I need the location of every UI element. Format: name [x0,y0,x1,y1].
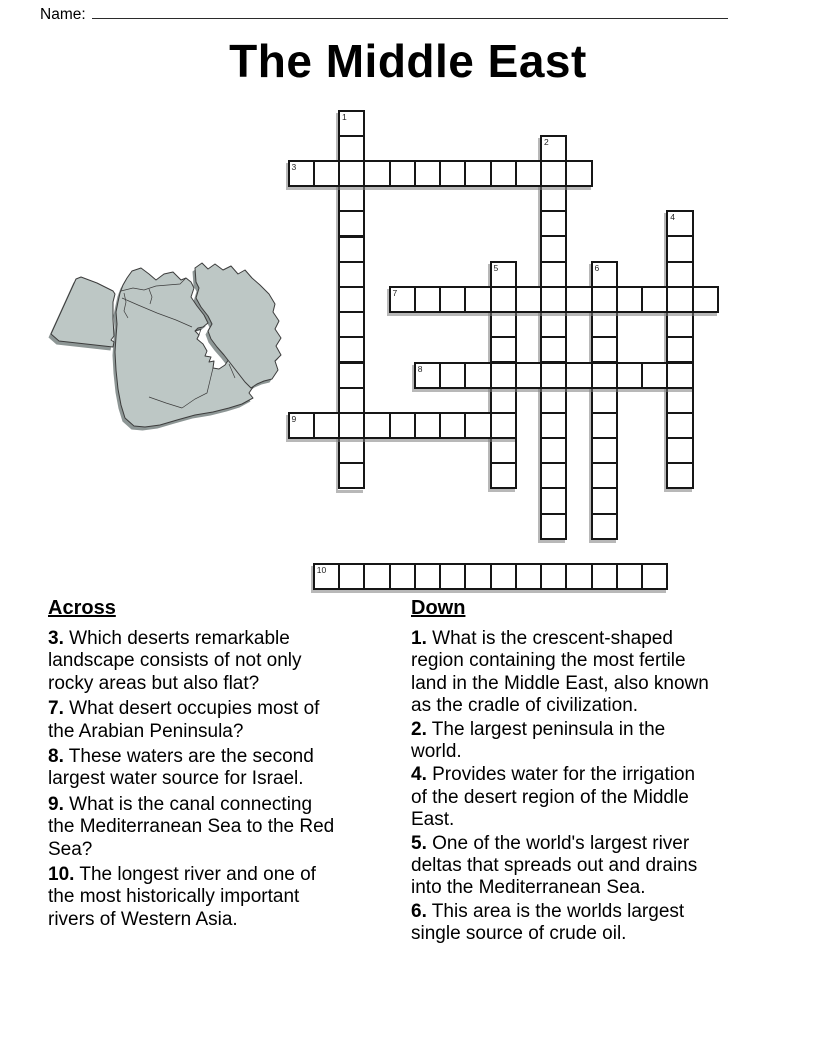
grid-cell[interactable] [338,210,365,237]
grid-cell[interactable] [616,286,643,313]
grid-clue-number: 3 [291,161,297,172]
grid-clue-number: 5 [493,262,499,273]
grid-cell[interactable] [540,387,567,414]
grid-cell[interactable] [540,336,567,363]
grid-cell[interactable] [540,185,567,212]
grid-cell[interactable] [666,311,693,338]
grid-cell[interactable] [616,563,643,590]
down-heading: Down [411,597,466,619]
clue-across-9: 9. What is the canal connecting the Mediterranean Sea to the Red Sea? [48,793,335,860]
grid-cell[interactable] [591,261,618,288]
grid-cell[interactable] [490,160,517,187]
grid-cell[interactable] [338,236,365,263]
grid-cell[interactable] [515,362,542,389]
grid-cell[interactable] [363,412,390,439]
word-2-down [540,135,567,540]
grid-cell[interactable] [439,412,466,439]
clue-down-2: 2. The largest peninsula in the world. [411,718,666,763]
clue-down-1: 1. What is the crescent-shaped region containing the most fertile land in the Middle East, also known as the cradle of civilization. [411,628,709,717]
grid-cell[interactable] [490,387,517,414]
grid-cell[interactable] [641,362,668,389]
grid-cell[interactable] [591,387,618,414]
clue-down-5: 5. One of the world's largest river deltas that spreads out and drains into the Mediterranean Sea. [411,832,698,899]
grid-cell[interactable] [490,462,517,489]
across-clue-list [48,628,340,931]
grid-clue-number: 7 [392,287,398,298]
clue-number: 10. [48,864,75,886]
clue-down-4: 4. Provides water for the irrigation of the desert region of the Middle East. [411,764,696,831]
clue-number: 1. [411,628,427,649]
grid-cell[interactable] [389,412,416,439]
grid-cell[interactable] [540,437,567,464]
grid-cell[interactable] [338,563,365,590]
grid-cell[interactable] [591,487,618,514]
clue-number: 4. [411,764,427,786]
grid-cell[interactable] [515,563,542,590]
grid-cell[interactable] [666,362,693,389]
word-10-across [313,563,669,590]
grid-cell[interactable] [338,286,365,313]
grid-cell[interactable] [464,563,491,590]
name-label: Name: [40,6,86,23]
grid-cell[interactable] [389,563,416,590]
grid-cell[interactable] [641,563,668,590]
clue-across-8: 8. These waters are the second largest water source for Israel. [48,746,314,790]
grid-clue-number: 2 [544,136,549,147]
grid-cell[interactable] [591,462,618,489]
clue-number: 3. [48,628,64,649]
page-title: The Middle East [229,35,587,87]
grid-cell[interactable] [338,135,365,162]
clue-number: 8. [48,746,64,768]
grid-cell[interactable] [414,412,441,439]
middle-east-map [45,257,295,442]
grid-cell[interactable] [565,286,592,313]
grid-cell[interactable] [490,412,517,439]
grid-cell[interactable] [288,160,315,187]
grid-cell[interactable] [338,462,365,489]
grid-cell[interactable] [338,261,365,288]
grid-cell[interactable] [591,311,618,338]
grid-cell[interactable] [338,362,365,389]
grid-cell[interactable] [540,513,567,540]
grid-cell[interactable] [338,110,365,137]
grid-cell[interactable] [666,336,693,363]
grid-cell[interactable] [288,412,315,439]
name-fill-line[interactable] [92,3,728,19]
grid-cell[interactable] [540,210,567,237]
grid-cell[interactable] [338,412,365,439]
grid-cell[interactable] [490,311,517,338]
grid-cell[interactable] [565,362,592,389]
grid-cell[interactable] [641,286,668,313]
grid-cell[interactable] [540,462,567,489]
grid-cell[interactable] [692,286,719,313]
grid-cell[interactable] [591,412,618,439]
grid-cell[interactable] [540,487,567,514]
name-row [40,3,728,24]
grid-cell[interactable] [389,286,416,313]
grid-cell[interactable] [313,160,340,187]
grid-clue-number: 8 [417,363,423,374]
grid-cell[interactable] [439,286,466,313]
grid-cell[interactable] [515,286,542,313]
grid-cell[interactable] [591,563,618,590]
grid-cell[interactable] [338,185,365,212]
grid-cell[interactable] [515,160,542,187]
grid-cell[interactable] [313,412,340,439]
grid-cell[interactable] [540,135,567,162]
grid-cell[interactable] [414,563,441,590]
grid-cell[interactable] [540,412,567,439]
grid-cell[interactable] [666,412,693,439]
across-heading: Across [48,597,116,619]
clue-across-10: 10. The longest river and one of the most historically important rivers of Western Asia. [48,864,316,930]
grid-cell[interactable] [338,336,365,363]
grid-cell[interactable] [591,362,618,389]
grid-cell[interactable] [490,437,517,464]
grid-cell[interactable] [591,513,618,540]
grid-cell[interactable] [464,362,491,389]
clues-across [48,597,340,934]
grid-cell[interactable] [540,311,567,338]
grid-cell[interactable] [540,563,567,590]
clue-across-7: 7. What desert occupies most of the Arabian Peninsula? [48,698,320,742]
grid-clue-number: 6 [594,262,600,273]
clue-number: 9. [48,793,64,815]
word-8-across [414,362,694,389]
grid-cell[interactable] [313,563,340,590]
grid-clue-number: 10 [316,565,327,576]
grid-cell[interactable] [414,362,441,389]
grid-cell[interactable] [666,286,693,313]
clue-number: 5. [411,832,427,854]
grid-cell[interactable] [666,261,693,288]
grid-cell[interactable] [540,286,567,313]
grid-cell[interactable] [540,362,567,389]
grid-cell[interactable] [591,437,618,464]
grid-cell[interactable] [338,387,365,414]
grid-cell[interactable] [540,160,567,187]
clue-across-3: 3. Which deserts remarkable landscape consists of not only rocky areas but also flat? [48,628,302,694]
grid-cell[interactable] [338,160,365,187]
grid-cell[interactable] [439,160,466,187]
grid-cell[interactable] [666,235,693,262]
grid-cell[interactable] [363,160,390,187]
down-clue-list [411,628,711,946]
grid-cell[interactable] [591,286,618,313]
grid-clue-number: 1 [342,111,347,122]
grid-cell[interactable] [490,563,517,590]
word-7-across [389,286,719,313]
grid-clue-number: 4 [670,212,675,223]
grid-cell[interactable] [464,412,491,439]
grid-cell[interactable] [464,286,491,313]
grid-cell[interactable] [565,160,592,187]
grid-cell[interactable] [490,261,517,288]
word-3-across [288,160,593,187]
grid-cell[interactable] [490,286,517,313]
grid-cell[interactable] [338,437,365,464]
grid-cell[interactable] [666,462,693,489]
grid-cell[interactable] [439,362,466,389]
grid-cell[interactable] [439,563,466,590]
grid-cell[interactable] [414,160,441,187]
grid-cell[interactable] [363,563,390,590]
map-egypt [51,277,115,347]
grid-cell[interactable] [389,160,416,187]
clue-number: 7. [48,698,64,720]
grid-cell[interactable] [338,311,365,338]
grid-cell[interactable] [565,563,592,590]
word-4-down [666,210,693,489]
grid-cell[interactable] [666,387,693,414]
clue-down-6: 6. This area is the worlds largest single source of crude oil. [411,900,685,945]
grid-cell[interactable] [540,261,567,288]
grid-cell[interactable] [666,437,693,464]
clue-number: 6. [411,900,427,922]
word-9-across [288,412,517,439]
grid-cell[interactable] [490,336,517,363]
grid-cell[interactable] [464,160,491,187]
grid-cell[interactable] [616,362,643,389]
clue-number: 2. [411,718,427,740]
grid-clue-number: 9 [291,413,297,424]
grid-cell[interactable] [666,210,693,237]
grid-cell[interactable] [540,235,567,262]
grid-cell[interactable] [414,286,441,313]
grid-cell[interactable] [490,362,517,389]
clues-down [411,597,711,947]
grid-cell[interactable] [591,336,618,363]
